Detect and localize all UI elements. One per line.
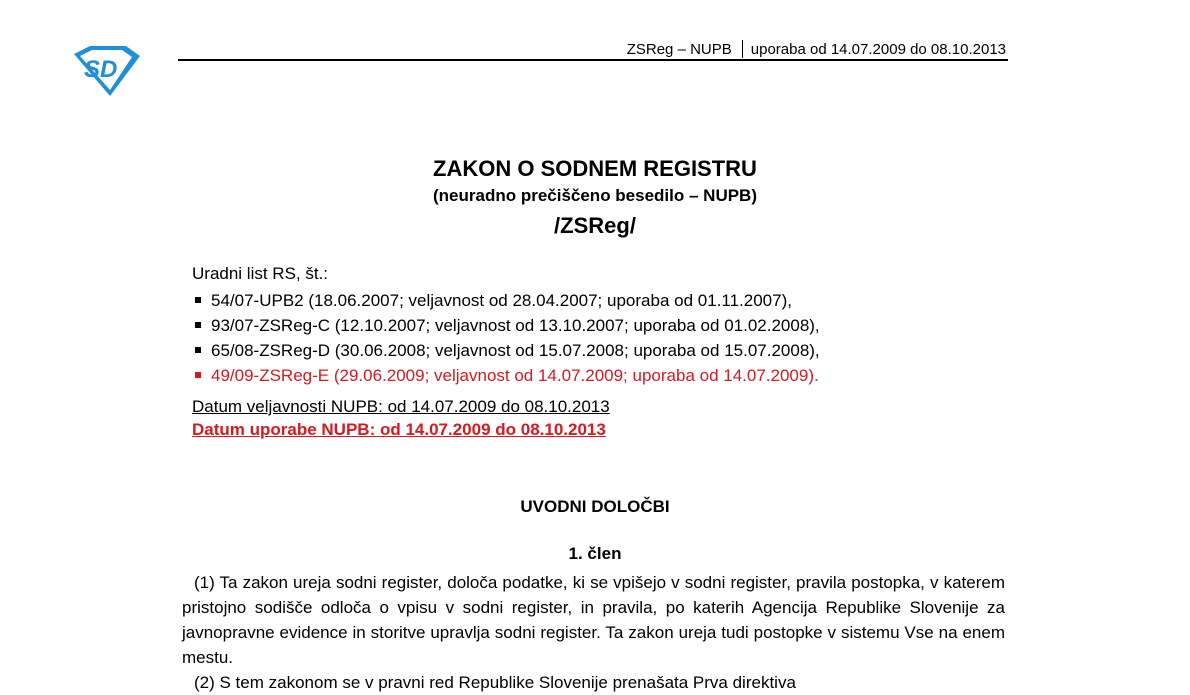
bullet-icon <box>195 297 201 303</box>
bullet-icon <box>195 322 201 328</box>
header-separator <box>742 40 743 58</box>
paragraph: (1) Ta zakon ureja sodni register, določa podatke, ki se vpišejo v sodni register, pravila postopka, v katerem pristojno sodišče odloča o vpisu v sodni register, in pravila, po katerih Agencija Republike Slovenije za javnopravne evidence in storitve upravlja sodni register. Ta zakon ureja tudi postopke v sistemu Vse na enem mestu. <box>182 573 1005 667</box>
article-body <box>182 570 1005 695</box>
document-subtitle: (neuradno prečiščeno besedilo – NUPB) <box>432 186 757 205</box>
gazette-list <box>192 288 820 388</box>
section-heading: UVODNI DOLOČBI <box>520 497 670 516</box>
gazette-label: Uradni list RS, št.: <box>192 264 329 283</box>
bullet-icon <box>195 372 201 378</box>
logo-icon <box>70 44 142 98</box>
gazette-item: 65/08-ZSReg-D (30.06.2008; veljavnost od 15.07.2008; uporaba od 15.07.2008), <box>192 338 820 363</box>
document-title: ZAKON O SODNEM REGISTRU <box>433 156 757 181</box>
validity-date-line: Datum veljavnosti NUPB: od 14.07.2009 do 08.10.2013 <box>192 397 610 416</box>
gazette-item: 93/07-ZSReg-C (12.10.2007; veljavnost od 13.10.2007; uporaba od 01.02.2008), <box>192 313 820 338</box>
document-abbreviation: /ZSReg/ <box>554 213 636 238</box>
header-right-text: uporaba od 14.07.2009 do 08.10.2013 <box>750 41 1006 58</box>
header-left-text: ZSReg – NUPB <box>626 41 732 58</box>
paragraph: (2) S tem zakonom se v pravni red Republike Slovenije prenašata Prva direktiva <box>194 673 796 692</box>
gazette-item-current: 49/09-ZSReg-E (29.06.2009; veljavnost od 14.07.2009; uporaba od 14.07.2009). <box>192 363 820 388</box>
svg-text:SD: SD <box>84 56 118 83</box>
running-header <box>180 40 1006 59</box>
header-rule <box>178 59 1008 61</box>
article-heading: 1. člen <box>568 544 622 563</box>
bullet-icon <box>195 347 201 353</box>
gazette-item: 54/07-UPB2 (18.06.2007; veljavnost od 28.04.2007; uporaba od 01.11.2007), <box>192 288 820 313</box>
use-date-line: Datum uporabe NUPB: od 14.07.2009 do 08.10.2013 <box>192 420 606 439</box>
